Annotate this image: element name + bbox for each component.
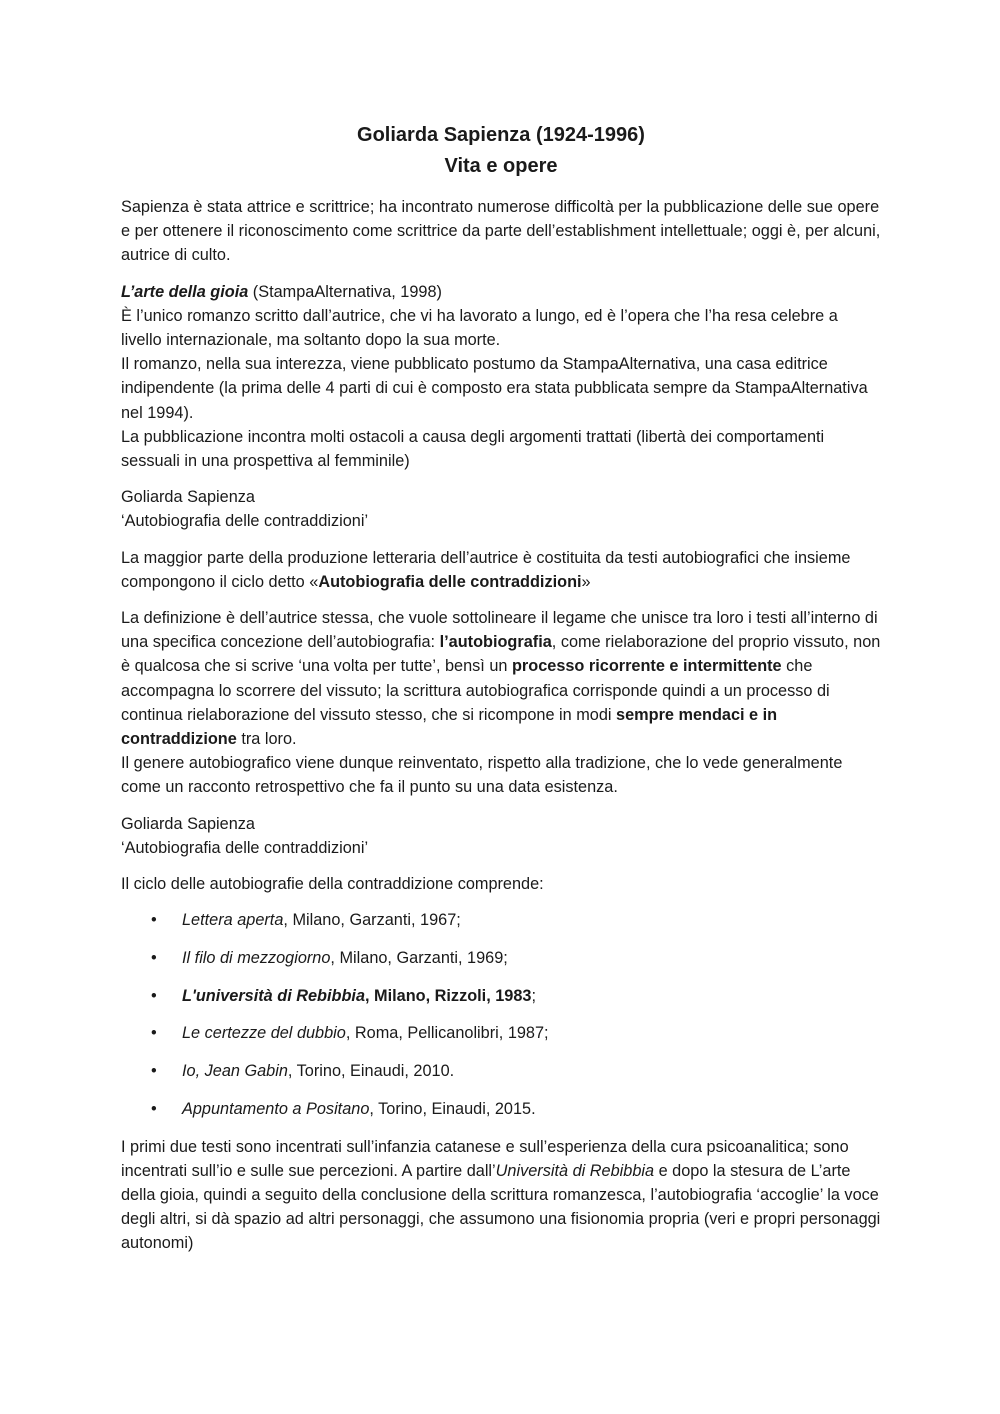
cycle-bold: Autobiografia delle contraddizioni [318, 572, 582, 591]
arte-publisher: (StampaAlternativa, 1998) [248, 282, 442, 301]
work-title: Il filo di mezzogiorno [182, 948, 331, 967]
list-item [121, 908, 881, 932]
work-title: L'università di Rebibbia [182, 986, 365, 1005]
arte-title: L’arte della gioia [121, 282, 249, 301]
cycle-text: La maggior parte della produzione letteraria dell’autrice è costituita da testi autobiografici che insieme compongono il ciclo detto « [121, 548, 851, 591]
closing-paragraph [121, 1135, 881, 1256]
arte-heading [121, 280, 881, 304]
work-details: , Roma, Pellicanolibri, 1987; [345, 1024, 549, 1043]
document-page [121, 120, 881, 1268]
def-text-3: che accompagna lo scorrere del vissuto; la scrittura autobiografica corrisponde quindi a un processo di continua rielaborazione del vissuto stesso, che si ricompone in modi [121, 657, 830, 724]
work-details-bold: , Milano, Rizzoli, 1983 [365, 986, 532, 1005]
work-details: , Torino, Einaudi, 2015. [369, 1099, 536, 1118]
document-title [121, 120, 881, 182]
def-text-4: tra loro. [236, 730, 297, 749]
work-title: Io, Jean Gabin [182, 1062, 288, 1081]
work-details: , Torino, Einaudi, 2010. [287, 1062, 455, 1081]
closing-text-2: e dopo la stesura de L’arte della gioia, quindi a seguito della conclusione della scrittura romanzesca, l’autobiografia ‘accoglie’ la voce degli altri, si dà spazio ad altri personaggi, che assumono una fisionomia propria (veri e propri personaggi autonomi) [121, 1161, 881, 1253]
list-intro: Il ciclo delle autobiografie della contraddizione comprende: [121, 875, 544, 894]
arte-line-1: È l’unico romanzo scritto dall’autrice, che vi ha lavorato a lungo, ed è l’opera che l’ha resa celebre a livello internazionale, ma soltanto dopo la sua morte. [121, 306, 838, 350]
def-text-2: , come rielaborazione del proprio vissuto, non è qualcosa che si scrive ‘una volta per tutte’, bensì un [121, 633, 881, 676]
bullet-icon: • [151, 1024, 157, 1043]
def-bold-3: sempre mendaci e in contraddizione [121, 705, 778, 749]
list-item [121, 1059, 881, 1083]
def-text-1: La definizione è dell’autrice stessa, che vuole sottolineare il legame che unisce tra loro i testi all’interno di una specifica concezione dell’autobiografia: [121, 609, 878, 652]
subtitle-line: Vita e opere [444, 155, 558, 177]
bullet-icon: • [151, 911, 157, 930]
work-title: Lettera aperta [182, 911, 284, 930]
section-heading-2 [121, 812, 881, 860]
heading-author: Goliarda Sapienza [121, 488, 255, 507]
work-title: Le certezze del dubbio [182, 1024, 346, 1043]
bullet-icon: • [151, 1099, 157, 1118]
arte-paragraph [121, 280, 881, 474]
cycle-end: » [581, 572, 591, 591]
work-title: Appuntamento a Positano [182, 1099, 370, 1118]
work-details: , Milano, Garzanti, 1967; [283, 911, 461, 930]
list-item [121, 946, 881, 970]
closing-text-1: I primi due testi sono incentrati sull’infanzia catanese e sull’esperienza della cura psicoanalitica; sono incentrati sull’io e sulle sue percezioni. A partire dall’ [121, 1137, 849, 1180]
heading-cycle: ‘Autobiografia delle contraddizioni’ [121, 512, 369, 531]
title-line: Goliarda Sapienza (1924-1996) [357, 124, 645, 146]
list-item [121, 1097, 881, 1121]
def-text-5: Il genere autobiografico viene dunque reinventato, rispetto alla tradizione, che lo vede generalmente come un racconto retrospettivo che fa il punto su una data esistenza. [121, 754, 843, 797]
closing-italic: Università di Rebibbia [495, 1161, 655, 1180]
def-bold-2: processo ricorrente e intermittente [511, 657, 782, 676]
arte-line-3: La pubblicazione incontra molti ostacoli a causa degli argomenti trattati (libertà dei comportamenti sessuali in una prospettiva al femminile) [121, 427, 825, 471]
def-bold-1: l’autobiografia [439, 633, 552, 652]
bullet-icon: • [151, 1062, 157, 1081]
cycle-paragraph [121, 546, 881, 594]
bullet-icon: • [151, 986, 157, 1005]
section-heading-1 [121, 485, 881, 533]
works-list [121, 908, 881, 1121]
intro-paragraph: Sapienza è stata attrice e scrittrice; ha incontrato numerose difficoltà per la pubblicazione delle sue opere e per ottenere il riconoscimento come scrittrice da parte dell’establishment intellettuale; oggi è, per alcuni, autrice di culto. [121, 198, 881, 265]
work-details: , Milano, Garzanti, 1969; [330, 948, 508, 967]
bullet-icon: • [151, 948, 157, 967]
work-details: ; [531, 986, 537, 1005]
heading-author: Goliarda Sapienza [121, 814, 255, 833]
definition-paragraph [121, 606, 881, 800]
arte-line-2: Il romanzo, nella sua interezza, viene pubblicato postumo da StampaAlternativa, una casa editrice indipendente (la prima delle 4 parti di cui è composto era stata pubblicata sempre da StampaAlternativa nel 1994). [121, 355, 868, 422]
list-item [121, 1021, 881, 1045]
heading-cycle: ‘Autobiografia delle contraddizioni’ [121, 838, 369, 857]
list-item [121, 984, 881, 1008]
